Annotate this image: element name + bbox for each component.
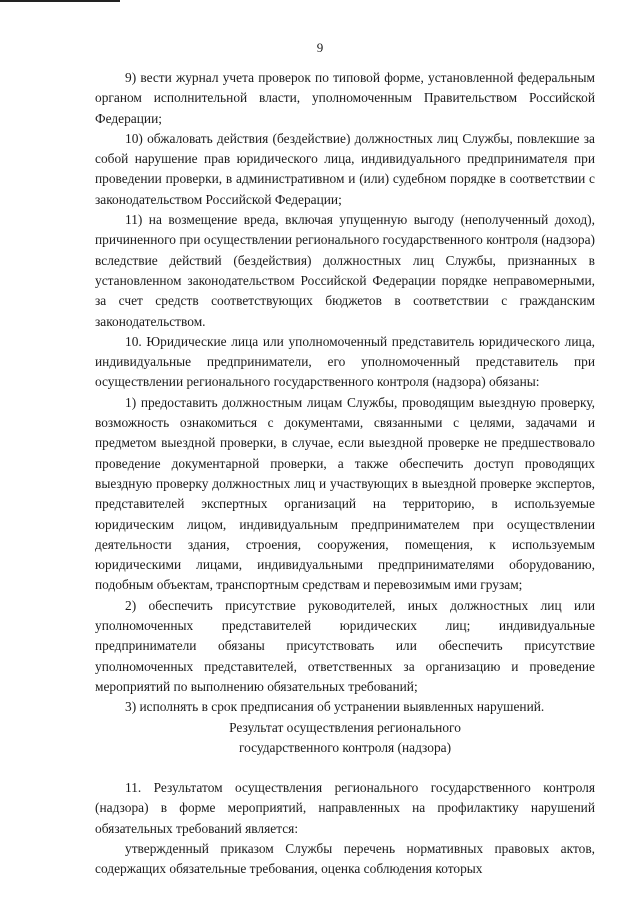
section-heading-line2: государственного контроля (надзора) [238, 739, 452, 755]
paragraph-duty-3: 3) исполнять в срок предписания об устранении выявленных нарушений. [125, 699, 545, 715]
section-heading-line1: Результат осуществления регионального [229, 719, 461, 735]
paragraph-section-10: 10. Юридические лица или уполномоченный представитель юридического лица, индивидуальные предприниматели, его уполномоченный представитель при осуществлении регионального государственного контроля (надзора) обязаны: [95, 333, 595, 390]
paragraph-item-11: 11) на возмещение вреда, включая упущенную выгоду (неполученный доход), причиненного при осуществлении регионального государственного контроля (надзора) вследствие действий (бездействия) должностных лиц Службы, признанных в установленном законодательством Российской Федерации порядке неправомерными, за счет средств соответствующих бюджетов в соответствии с гражданским законодательством. [95, 212, 595, 329]
paragraph-duty-2: 2) обеспечить присутствие руководителей, иных должностных лиц или уполномоченных представителей юридических лиц; индивидуальные предприниматели обязаны присутствовать или обеспечить присутствие уполномоченных представителей, ответственных за организацию и проведение мероприятий по выполнению обязательных требований; [95, 597, 595, 694]
paragraph-item-10: 10) обжаловать действия (бездействие) должностных лиц Службы, повлекшие за собой нарушение прав юридического лица, индивидуального предпринимателя при проведении проверки, в административном и (или) судебном порядке в соответствии с законодательством Российской Федерации; [95, 130, 595, 207]
document-body [95, 68, 595, 880]
paragraph-item-9: 9) вести журнал учета проверок по типовой форме, установленной федеральным органом исполнительной власти, уполномоченным Правительством Российской Федерации; [95, 70, 595, 126]
page-number: 9 [316, 40, 324, 55]
paragraph-section-11: 11. Результатом осуществления регионального государственного контроля (надзора) в форме мероприятий, направленных на профилактику нарушений обязательных требований является: [95, 780, 595, 836]
paragraph-duty-1: 1) предоставить должностным лицам Службы, проводящим выездную проверку, возможность ознакомиться с документами, связанными с целями, задачами и предметом выездной проверки, в случае, если выездной проверке не предшествовало проведение документарной проверки, а также обеспечить доступ проводящих выездную проверку должностных лиц и участвующих в выездной проверке экспертов, представителей экспертных организаций на территорию, в используемые юридическим лицом, индивидуальным предпринимателем при осуществлении деятельности здания, строения, сооружения, помещения, к используемым юридическими лицами, индивидуальными предпринимателями оборудованию, подобным объектам, транспортным средствам и перевозимым ими грузам; [95, 394, 595, 593]
paragraph-result-list: утвержденный приказом Службы перечень нормативных правовых актов, содержащих обязательные требования, оценка соблюдения которых [95, 840, 595, 877]
top-rule [0, 0, 120, 2]
